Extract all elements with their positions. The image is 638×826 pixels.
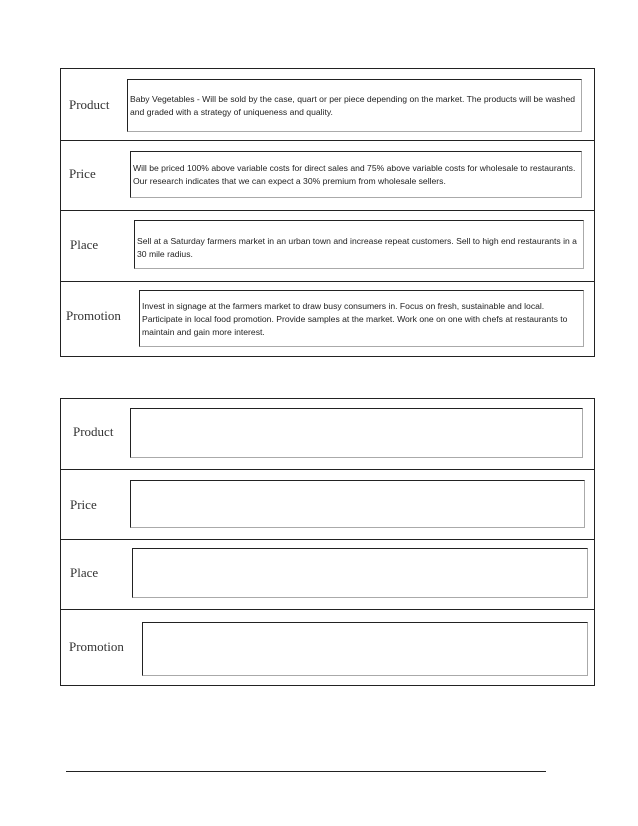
- blank-price-label: Price: [70, 497, 97, 512]
- filled-price-text: Will be priced 100% above variable costs for direct sales and 75% above variable costs for wholesale to restaurants. Our research indicates that we can expect a 30% premium from wholesale sellers.: [133, 163, 576, 186]
- blank-promotion-label: Promotion: [69, 639, 124, 654]
- filled-place-label: Place: [70, 237, 99, 252]
- blank-promotion-row: [61, 609, 594, 688]
- filled-product-label: Product: [69, 97, 110, 112]
- blank-price-row: [61, 469, 594, 540]
- blank-place-row: [61, 539, 594, 610]
- blank-promotion-box[interactable]: [142, 622, 588, 676]
- blank-place-box[interactable]: [132, 548, 588, 598]
- blank-product-row: [61, 399, 594, 469]
- footer-divider-line: [66, 771, 546, 772]
- blank-place-label: Place: [70, 565, 99, 580]
- filled-price-box: [130, 151, 582, 198]
- filled-place-row: [61, 210, 594, 282]
- filled-promotion-box: [139, 290, 584, 347]
- filled-price-row: [61, 140, 594, 211]
- filled-product-box: [127, 79, 582, 132]
- blank-marketing-mix-table: [60, 398, 595, 686]
- filled-place-box: [134, 220, 584, 269]
- filled-marketing-mix-table: [60, 68, 595, 357]
- filled-product-row: [61, 69, 594, 140]
- filled-promotion-label: Promotion: [66, 308, 121, 323]
- blank-product-label: Product: [73, 424, 114, 439]
- filled-promotion-text: Invest in signage at the farmers market to draw busy consumers in. Focus on fresh, sustainable and local. Participate in local food promotion. Provide samples at the market. Work one on one with chefs at restaurants to maintain and gain more interest.: [142, 301, 568, 337]
- filled-promotion-row: [61, 281, 594, 359]
- blank-product-box[interactable]: [130, 408, 583, 458]
- filled-price-label: Price: [69, 166, 96, 181]
- filled-place-text: Sell at a Saturday farmers market in an urban town and increase repeat customers. Sell to high end restaurants in a 30 mile radius.: [137, 236, 577, 259]
- filled-product-text: Baby Vegetables - Will be sold by the case, quart or per piece depending on the market. The products will be washed and graded with a strategy of uniqueness and quality.: [130, 94, 576, 117]
- blank-price-box[interactable]: [130, 480, 585, 528]
